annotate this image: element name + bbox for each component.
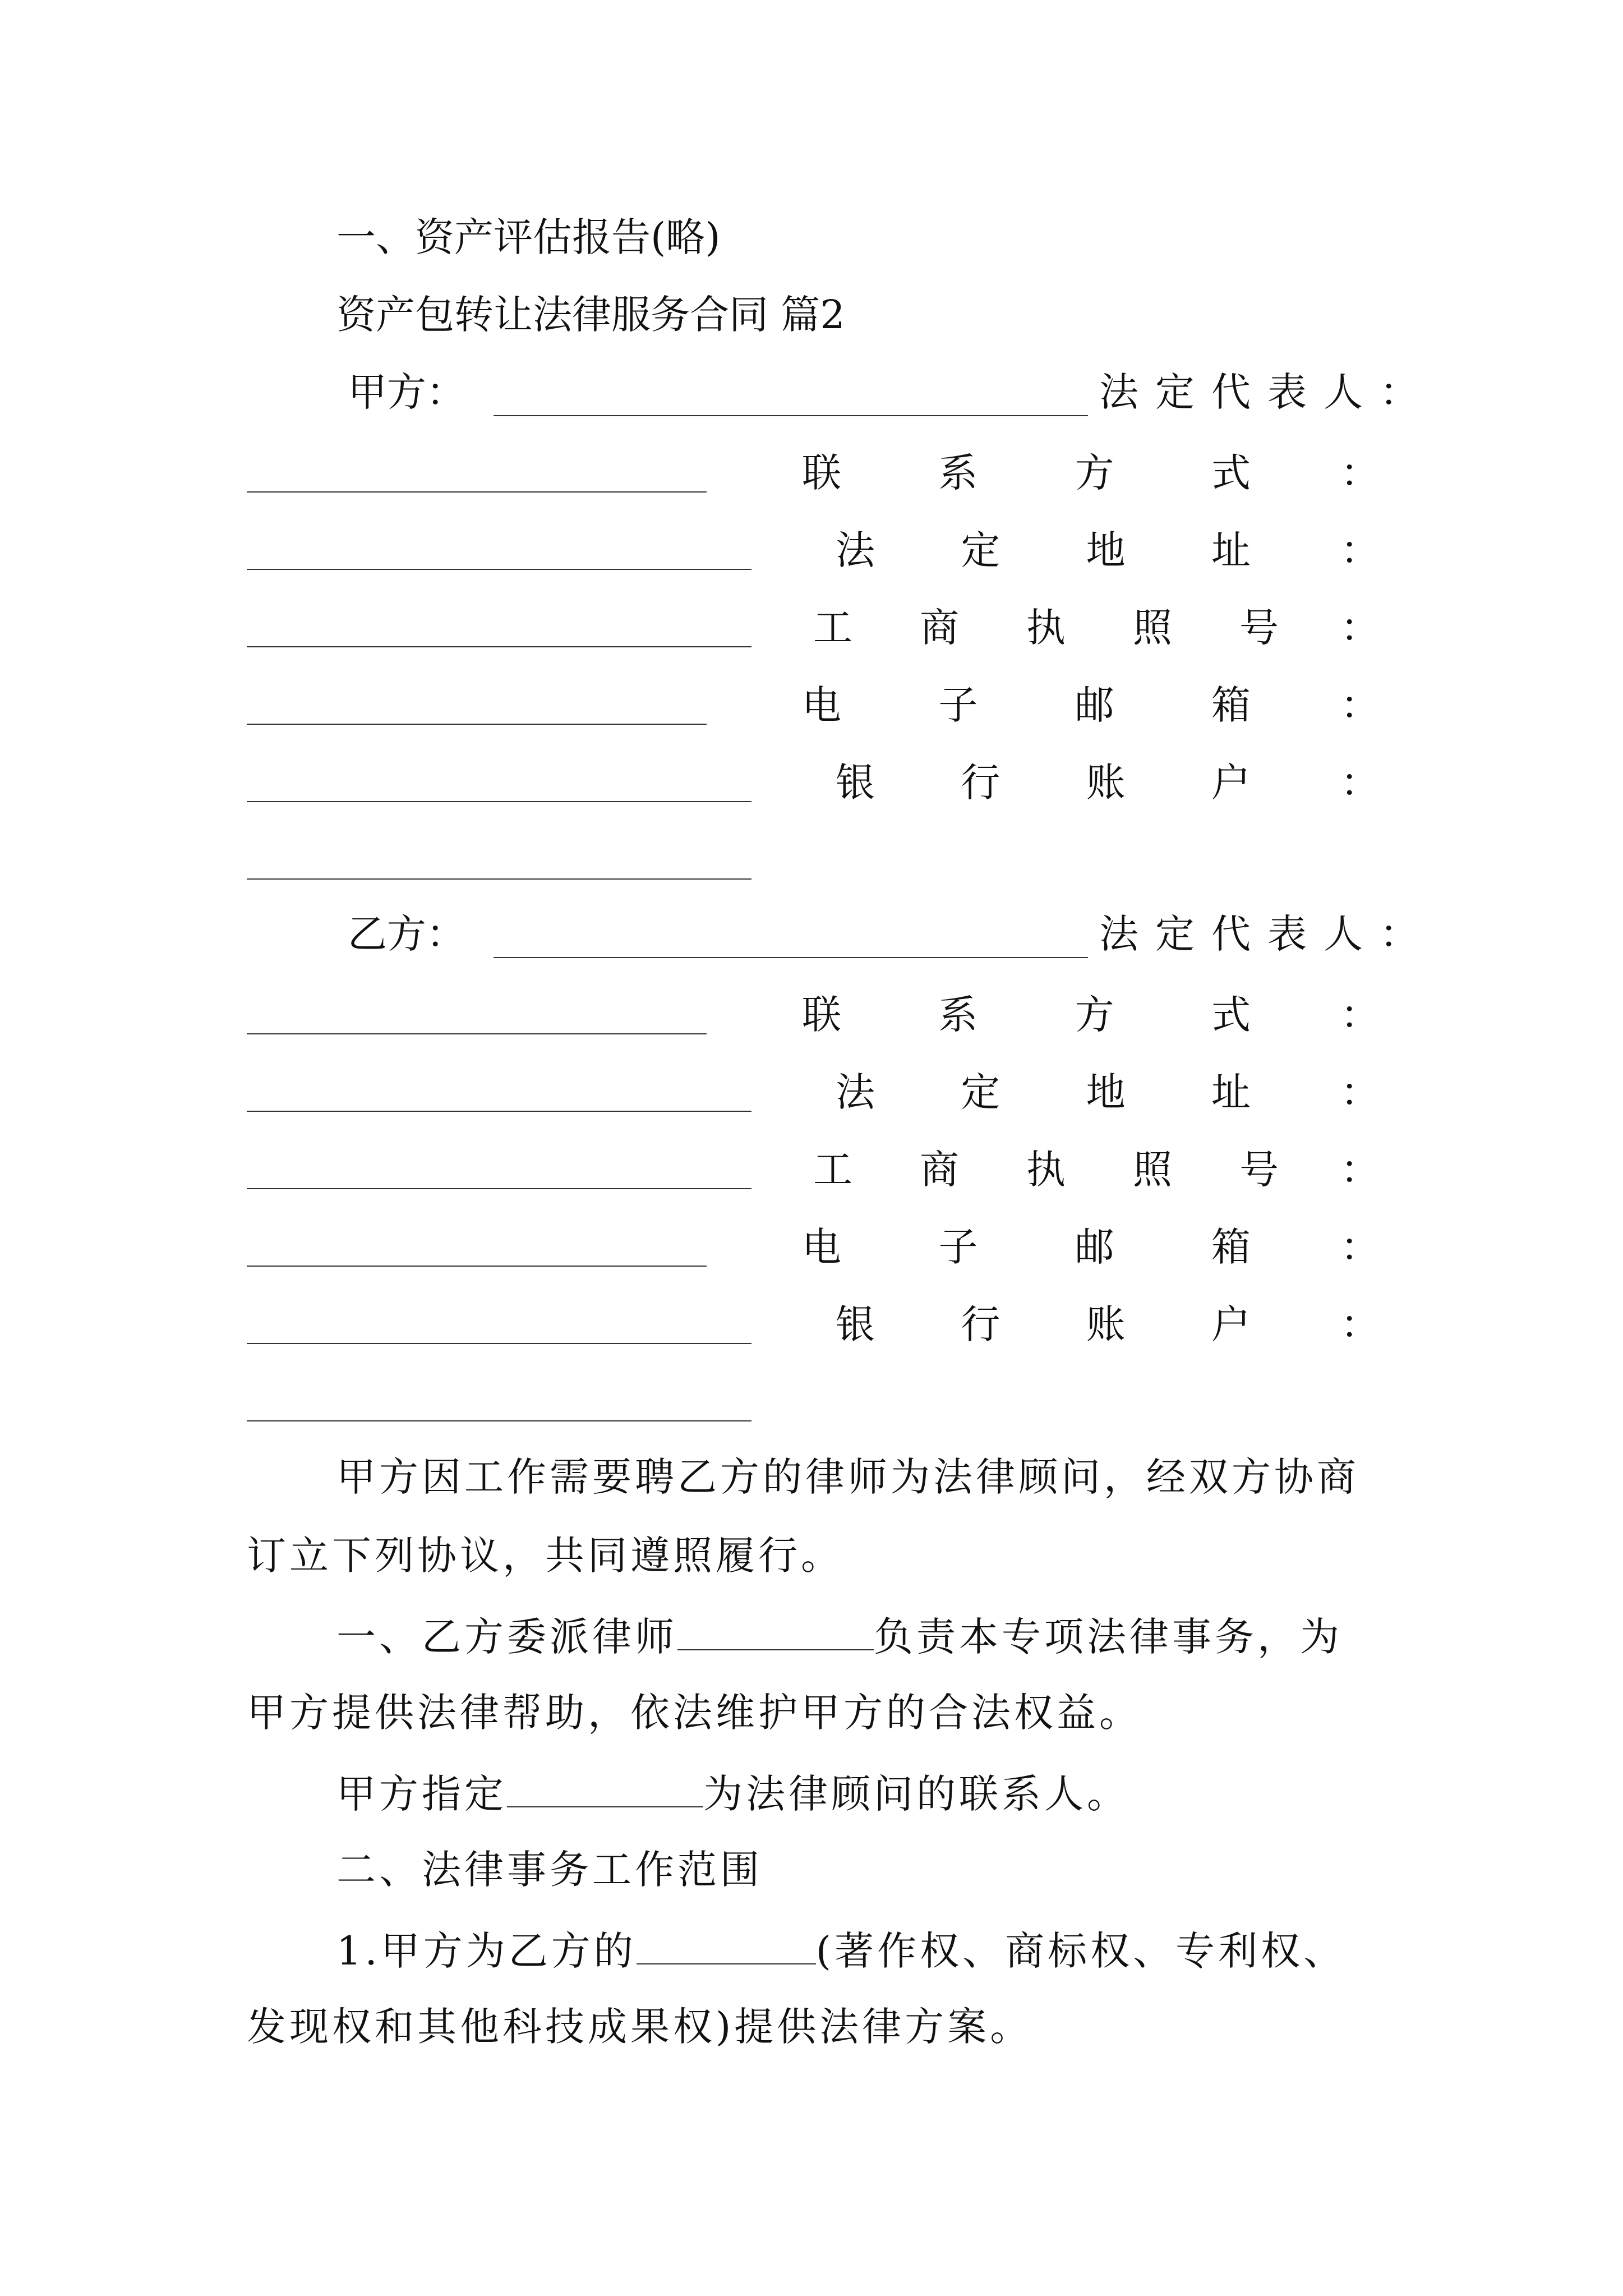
paragraph-3-prefix: 甲方指定 bbox=[336, 1771, 507, 1817]
paragraph-1-line-2: 订立下列协议，共同遵照履行。 bbox=[247, 1533, 843, 1579]
colon: ： bbox=[1340, 1301, 1380, 1347]
party-a-bank-label: 银 行 账 户 bbox=[836, 760, 1251, 806]
section-2-heading: 二、法律事务工作范围 bbox=[336, 1847, 763, 1893]
paragraph-5-prefix: 1.甲方为乙方的 bbox=[336, 1928, 637, 1974]
party-a-email-label: 电 子 邮 箱 bbox=[802, 682, 1251, 728]
paragraph-5-suffix: (著作权、商标权、专利权、 bbox=[815, 1928, 1347, 1974]
colon: ： bbox=[1340, 1069, 1380, 1115]
party-b-address-label: 法 定 地 址 bbox=[836, 1069, 1251, 1115]
party-a-contact-label: 联 系 方 式 bbox=[802, 450, 1251, 496]
party-a-bank-blank bbox=[247, 878, 751, 880]
paragraph-2-suffix: 负责本专项法律事务，为 bbox=[874, 1614, 1343, 1660]
paragraph-2-line-1 bbox=[336, 1614, 1343, 1660]
paragraph-3-suffix: 为法律顾问的联系人。 bbox=[703, 1771, 1129, 1817]
party-a-license-label: 工 商 执 照 号 bbox=[813, 605, 1279, 651]
lawyer-name-blank bbox=[677, 1614, 874, 1650]
party-b-rep-label: 法定代表人： bbox=[1099, 911, 1436, 957]
party-b-bank-blank bbox=[247, 1420, 751, 1421]
party-a-label: 甲方： bbox=[348, 369, 465, 415]
paragraph-3 bbox=[336, 1771, 1129, 1817]
appendix-heading: 一、资产评估报告(略) bbox=[336, 214, 721, 260]
colon: ： bbox=[1340, 682, 1380, 728]
paragraph-2-prefix: 一、乙方委派律师 bbox=[336, 1614, 677, 1660]
colon: ： bbox=[1340, 1147, 1380, 1193]
colon: ： bbox=[1340, 760, 1380, 806]
party-b-address-blank bbox=[247, 1188, 751, 1189]
party-b-bank-label: 银 行 账 户 bbox=[836, 1301, 1251, 1347]
contract-title: 资产包转让法律服务合同 篇2 bbox=[336, 292, 845, 338]
party-b-contact-blank bbox=[247, 1111, 751, 1112]
party-a-email-blank bbox=[247, 801, 751, 802]
party-b-email-blank bbox=[247, 1343, 751, 1344]
party-a-address-label: 法 定 地 址 bbox=[836, 527, 1251, 573]
party-a-contact-blank bbox=[247, 569, 751, 570]
party-b-rep-blank bbox=[247, 1033, 707, 1034]
party-a-address-blank bbox=[247, 646, 751, 647]
paragraph-5-line-2: 发现权和其他科技成果权)提供法律方案。 bbox=[247, 2004, 1033, 2050]
colon: ： bbox=[1340, 527, 1380, 573]
party-b-label: 乙方： bbox=[348, 911, 465, 957]
party-b-license-label: 工 商 执 照 号 bbox=[813, 1147, 1279, 1193]
party-a-rep-blank bbox=[247, 491, 707, 493]
party-a-name-blank bbox=[494, 415, 1088, 416]
colon: ： bbox=[1340, 992, 1380, 1038]
colon: ： bbox=[1340, 605, 1380, 651]
colon: ： bbox=[1340, 450, 1380, 496]
paragraph-1-line-1: 甲方因工作需要聘乙方的律师为法律顾问，经双方协商 bbox=[336, 1454, 1359, 1500]
party-b-contact-label: 联 系 方 式 bbox=[802, 992, 1251, 1038]
paragraph-2-line-2: 甲方提供法律帮助，依法维护甲方的合法权益。 bbox=[247, 1690, 1142, 1736]
paragraph-5-line-1 bbox=[336, 1928, 1347, 1974]
contact-person-blank bbox=[507, 1772, 703, 1807]
party-b-license-blank bbox=[247, 1266, 707, 1267]
party-a-rep-label: 法定代表人： bbox=[1099, 369, 1436, 415]
party-b-email-label: 电 子 邮 箱 bbox=[802, 1224, 1251, 1270]
party-a-license-blank bbox=[247, 724, 707, 725]
rights-blank bbox=[637, 1929, 816, 1964]
colon: ： bbox=[1340, 1224, 1380, 1270]
party-b-name-blank bbox=[494, 957, 1088, 958]
